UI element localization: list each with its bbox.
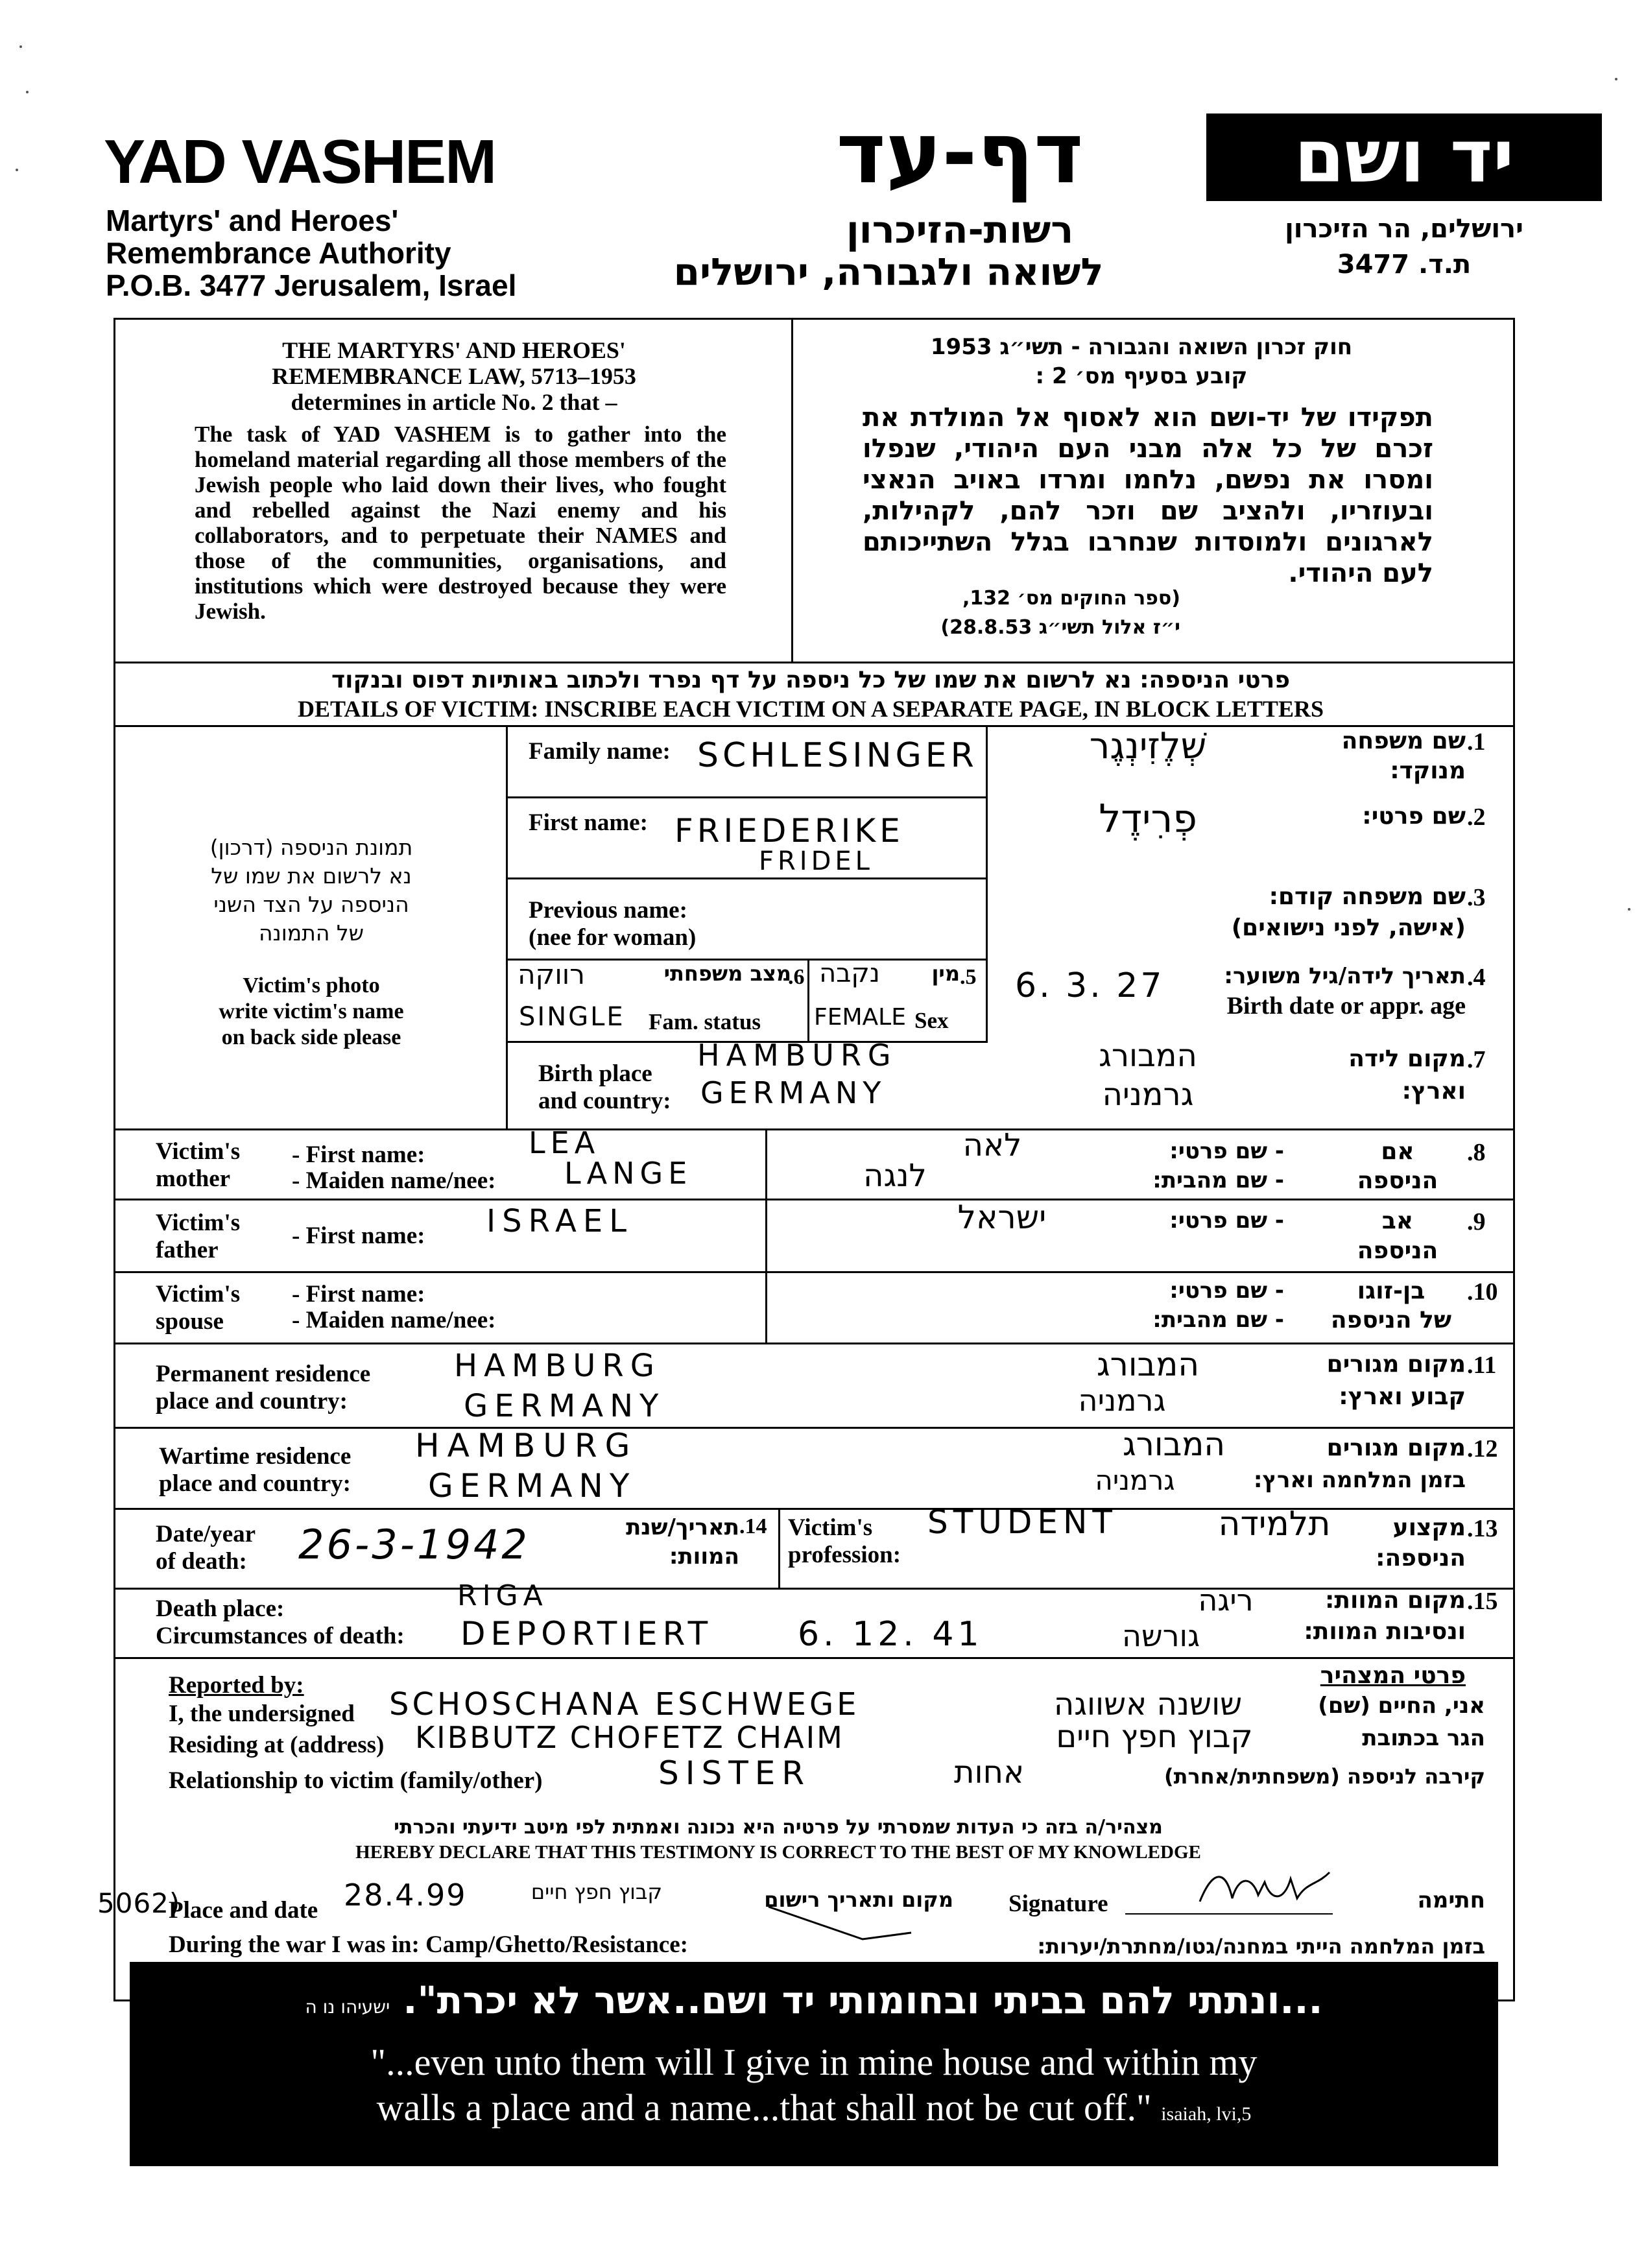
scripture-en-1: "...even unto them will I give in mine house and within my xyxy=(370,2041,1258,2083)
field-number: .5 xyxy=(960,965,977,989)
birth-place-label-2: and country: xyxy=(538,1088,671,1114)
rule xyxy=(113,725,1513,727)
sex-label-he: מין xyxy=(931,961,960,986)
form-title-he: דף-עד xyxy=(836,104,1084,202)
law-he-body: תפקידו של יד-ושם הוא לאסוף אל המולדת את זכרם של כל אלה מבני העם היהודי, שנפלו ומסרו את נפשם, נלחמו ומרדו באויב הנאצי ובעוזריו, ולהציב שם וזכר להם, לקהילות, לארגונים ולמוסדות שנחרבו בגלל השתייכותם לעם היהודי. xyxy=(863,403,1433,588)
scan-speck xyxy=(16,169,18,171)
scripture-he-text: ...ונתתי להם בביתי ובחומותי יד ושם..אשר לא יכרת". xyxy=(403,1978,1323,2022)
field-number: .7 xyxy=(1467,1046,1486,1073)
field-number: .10 xyxy=(1467,1278,1498,1306)
scan-speck xyxy=(1628,908,1630,911)
rule xyxy=(113,1657,1513,1659)
relationship-label-he: קירבה לניספה (משפחתית/אחרת) xyxy=(1163,1764,1485,1789)
death-date-label xyxy=(156,1521,256,1575)
birth-date-value: 6. 3. 27 xyxy=(1015,966,1165,1005)
org-subtitle xyxy=(106,204,516,302)
scripture-en-ref: isaiah, lvi,5 xyxy=(1161,2103,1252,2125)
photo-en-1: Victim's photo xyxy=(243,973,380,997)
law-en-title-1: THE MARTYRS' AND HEROES' xyxy=(282,337,626,363)
father-label xyxy=(156,1210,240,1264)
permanent-residence-label-2: place and country: xyxy=(156,1388,348,1415)
family-status-label: Fam. status xyxy=(649,1009,761,1034)
field-number: .12 xyxy=(1467,1435,1498,1462)
photo-he-3: הניספה על הצד השני xyxy=(213,892,409,917)
father-first-label-he: - שם פרטי: xyxy=(1169,1208,1284,1234)
scripture-banner xyxy=(130,1962,1498,2166)
previous-name-label-1: Previous name: xyxy=(529,897,687,924)
permanent-residence-label-he-2: קבוע וארץ: xyxy=(1339,1383,1466,1410)
mother-label xyxy=(156,1138,240,1193)
permanent-residence-value-he-2: גרמניה xyxy=(1078,1383,1166,1418)
scan-speck xyxy=(1615,78,1617,80)
field-number: .11 xyxy=(1467,1352,1497,1379)
rule xyxy=(113,1199,1513,1200)
scan-speck xyxy=(19,45,22,48)
undersigned-label: I, the undersigned xyxy=(169,1701,355,1727)
place-date-label: Place and date xyxy=(169,1897,318,1924)
death-place-value-he: ריגה xyxy=(1198,1582,1254,1617)
death-date-label-2: of death: xyxy=(156,1548,247,1575)
field-number: .6 xyxy=(788,965,805,989)
photo-box-he xyxy=(136,833,486,948)
instructions-he: פרטי הניספה: נא לרשום את שמו של כל ניספה על דף נפרד ולכתוב באותיות דפוס ובנקוד xyxy=(331,667,1291,693)
sex-label: Sex xyxy=(914,1008,949,1033)
death-date-label-he-2: המוות: xyxy=(669,1544,739,1570)
column-divider xyxy=(765,1128,767,1343)
field-number: .15 xyxy=(1467,1588,1498,1615)
spouse-first-label-he: - שם פרטי: xyxy=(1169,1278,1284,1304)
wartime-residence-value-2: GERMANY xyxy=(428,1467,636,1505)
family-status-label-he: מצב משפחתי xyxy=(663,961,791,986)
law-en-body: The task of YAD VASHEM is to gather into the homeland material regarding all those members of the Jewish people who laid down their lives, who fought and rebelled against the Nazi enemy and his collaborators, and to perpetuate their NAMES and those of the communities, organisations, and institutions which were destroyed because they were Jewish. xyxy=(195,422,726,624)
sex-value: FEMALE xyxy=(814,1004,906,1031)
reporter-address-he: קבוץ חפץ חיים xyxy=(1056,1719,1253,1755)
birth-place-label-he-2: וארץ: xyxy=(1401,1078,1466,1104)
first-name-value-2: FRIDEL xyxy=(759,846,874,876)
family-name-label-he-2: מנוקד: xyxy=(1390,758,1466,784)
spouse-label-a: Victim's xyxy=(156,1281,241,1307)
previous-name-label-he: שם משפחה קודם: xyxy=(1269,883,1466,910)
family-name-label-he: שם משפחה xyxy=(1341,728,1466,754)
mother-maiden-label: - Maiden name/nee: xyxy=(292,1167,496,1194)
birth-date-label-he: תאריך לידה/גיל משוער: xyxy=(1224,963,1466,989)
birth-place-label-he: מקום לידה xyxy=(1348,1045,1466,1072)
wartime-residence-label-2: place and country: xyxy=(159,1470,351,1497)
wartime-residence-label-he-2: בזמן המלחמה וארץ: xyxy=(1253,1467,1466,1493)
margin-note: 5062) xyxy=(97,1887,181,1919)
profession-label-he-1: מקצוע xyxy=(1392,1514,1466,1541)
signature-label: Signature xyxy=(1008,1891,1108,1917)
war-location-label: During the war I was in: Camp/Ghetto/Resistance: xyxy=(169,1931,688,1958)
column-divider xyxy=(778,1508,780,1588)
reporter-title-he: פרטי המצהיר xyxy=(1320,1662,1466,1689)
spouse-label xyxy=(156,1281,240,1335)
first-name-label-he: שם פרטי: xyxy=(1362,803,1466,830)
address-he-2: ת.ד. 3477 xyxy=(1337,250,1472,280)
death-date-value: 26-3-1942 xyxy=(298,1521,530,1568)
rule xyxy=(113,662,1513,663)
permanent-residence-value-he-1: המבורג xyxy=(1097,1346,1199,1383)
law-en-title-3: determines in article No. 2 that – xyxy=(291,389,617,415)
scan-speck xyxy=(26,91,29,93)
wartime-residence-value-he-1: המבורג xyxy=(1123,1426,1225,1463)
birth-place-value-he-1: המבורג xyxy=(1099,1038,1197,1074)
mother-first-value: LEA xyxy=(529,1125,601,1160)
law-divider xyxy=(791,318,793,662)
rule xyxy=(113,1271,1513,1273)
column-divider xyxy=(807,959,809,1043)
field-number: .2 xyxy=(1467,804,1486,831)
rule xyxy=(506,796,986,798)
wartime-residence-label-1: Wartime residence xyxy=(159,1443,352,1470)
sex-value-he: נקבה xyxy=(819,959,880,988)
family-status-value: SINGLE xyxy=(519,1002,625,1032)
mother-first-label-he: - שם פרטי: xyxy=(1169,1138,1284,1164)
spouse-label-he-2: של הניספה xyxy=(1330,1307,1452,1333)
rule xyxy=(113,1128,1513,1130)
spouse-maiden-label: - Maiden name/nee: xyxy=(292,1307,496,1333)
photo-en-3: on back side please xyxy=(221,1025,401,1049)
photo-divider xyxy=(506,725,508,1128)
spouse-maiden-label-he: - שם מהבית: xyxy=(1152,1307,1284,1333)
first-name-label: First name: xyxy=(529,809,648,836)
family-status-value-he: רווקה xyxy=(518,959,585,990)
spouse-first-label: - First name: xyxy=(292,1281,425,1307)
law-he-ref-1: (ספר החוקים מס׳ 132, xyxy=(962,587,1180,610)
mother-first-value-he: לאה xyxy=(962,1127,1022,1164)
residing-label: Residing at (address) xyxy=(169,1732,385,1758)
profession-value: STUDENT xyxy=(927,1503,1117,1541)
signature-label-he: חתימה xyxy=(1417,1887,1485,1913)
war-location-label-he: בזמן המלחמה הייתי במחנה/גטו/מחתרת/יערות: xyxy=(1037,1934,1485,1959)
scripture-en-2: walls a place and a name...that shall not be cut off." xyxy=(376,2086,1152,2129)
wartime-residence-label-he-1: מקום מגורים xyxy=(1326,1435,1466,1461)
law-he-title-1: חוק זכרון השואה והגבורה - תשי״ג 1953 xyxy=(930,334,1353,360)
photo-he-2: נא לרשום את שמו של xyxy=(211,863,412,889)
org-name: YAD VASHEM xyxy=(104,127,496,197)
birth-date-label: Birth date or appr. age xyxy=(1226,992,1466,1020)
place-date-label-he: מקום ותאריך רישום xyxy=(764,1887,953,1912)
father-label-he-1: אב xyxy=(1381,1208,1414,1234)
undersigned-label-he: אני, החיים (שם) xyxy=(1318,1693,1485,1719)
instructions-en: DETAILS OF VICTIM: INSCRIBE EACH VICTIM ON A SEPARATE PAGE, IN BLOCK LETTERS xyxy=(298,696,1324,722)
profession-label xyxy=(788,1514,901,1569)
law-he-title-2: קובע בסעיף מס׳ 2 : xyxy=(1035,363,1248,389)
law-he-ref-2: י״ז אלול תשי״ג 28.8.53) xyxy=(940,616,1180,639)
previous-name-label-he-2: (אישה, לפני נישואים) xyxy=(1231,914,1466,941)
photo-he-4: של התמונה xyxy=(258,920,364,946)
death-circumstances-value-he: גורשה xyxy=(1121,1618,1200,1653)
death-place-label-he-1: מקום המוות: xyxy=(1324,1587,1466,1614)
org-line-2: Remembrance Authority xyxy=(106,236,451,270)
profession-label-1: Victim's xyxy=(788,1514,873,1541)
mother-maiden-label-he: - שם מהבית: xyxy=(1152,1167,1284,1193)
spouse-label-he-1: בן-זוגו xyxy=(1357,1278,1425,1304)
death-circumstances-value: DEPORTIERT xyxy=(460,1615,713,1653)
permanent-residence-label xyxy=(156,1361,370,1415)
field-number: .9 xyxy=(1467,1208,1486,1235)
death-place-label-he-2: ונסיבות המוות: xyxy=(1304,1618,1466,1645)
yad-vashem-logo: יד ושם xyxy=(1206,113,1602,201)
mother-first-label: - First name: xyxy=(292,1141,425,1168)
previous-name-label-2: (nee for woman) xyxy=(529,924,697,951)
spouse-label-b: spouse xyxy=(156,1308,224,1335)
permanent-residence-label-1: Permanent residence xyxy=(156,1361,371,1387)
field-number: .8 xyxy=(1467,1139,1486,1166)
birth-place-label-1: Birth place xyxy=(538,1060,652,1087)
first-name-value-he: פְרִידֶל xyxy=(1099,796,1197,842)
wartime-residence-value-he-2: גרמניה xyxy=(1095,1464,1175,1496)
death-date-label-1: Date/year xyxy=(156,1521,256,1547)
permanent-residence-label-he-1: מקום מגורים xyxy=(1326,1351,1466,1378)
family-name-value-he: שְׁלֶזִינְגֶר xyxy=(1089,725,1207,767)
reporter-name-he: שושנה אשווגה xyxy=(1053,1686,1243,1723)
mother-label-b: mother xyxy=(156,1165,231,1192)
column-divider xyxy=(986,725,988,1043)
relationship-label: Relationship to victim (family/other) xyxy=(169,1767,543,1794)
photo-en-2: write victim's name xyxy=(219,999,404,1023)
death-place-label-2: Circumstances of death: xyxy=(156,1623,405,1649)
first-name-value: FRIEDERIKE xyxy=(674,812,904,850)
field-number: .3 xyxy=(1467,884,1486,911)
father-label-b: father xyxy=(156,1237,219,1263)
scripture-he-ref: ישעיהו נו ה xyxy=(305,1996,390,2018)
place-date-value-he: קבוץ חפץ חיים xyxy=(531,1880,663,1904)
scripture-en xyxy=(130,2040,1498,2137)
authority-he-1: רשות-הזיכרון xyxy=(846,208,1074,252)
org-line-3: P.O.B. 3477 Jerusalem, Israel xyxy=(106,269,517,302)
law-en-title-2: REMEMBRANCE LAW, 5713–1953 xyxy=(272,363,636,389)
permanent-residence-value-1: HAMBURG xyxy=(454,1348,661,1384)
wartime-residence-value-1: HAMBURG xyxy=(415,1427,638,1464)
field-number: .4 xyxy=(1467,964,1486,991)
reporter-relationship: SISTER xyxy=(658,1754,811,1792)
father-first-label: - First name: xyxy=(292,1223,425,1249)
scripture-he xyxy=(130,1978,1498,2022)
father-label-a: Victim's xyxy=(156,1210,241,1236)
birth-place-label xyxy=(538,1060,671,1115)
death-place-value: RIGA xyxy=(457,1579,548,1612)
field-number: .14 xyxy=(739,1514,767,1538)
field-number: .1 xyxy=(1467,728,1486,756)
birth-place-value-2: GERMANY xyxy=(700,1075,887,1110)
wartime-residence-label xyxy=(159,1443,351,1498)
org-line-1: Martyrs' and Heroes' xyxy=(106,204,399,237)
authority-he-2: לשואה ולגבורה, ירושלים xyxy=(673,250,1104,294)
reporter-relationship-he: אחות xyxy=(953,1754,1025,1791)
reporter-title: Reported by: xyxy=(169,1672,304,1699)
place-date-value: 28.4.99 xyxy=(344,1878,467,1913)
mother-label-a: Victim's xyxy=(156,1138,241,1165)
family-name-label: Family name: xyxy=(529,738,671,765)
birth-place-value-1: HAMBURG xyxy=(697,1038,898,1073)
declaration-en: HEREBY DECLARE THAT THIS TESTIMONY IS CORRECT TO THE BEST OF MY KNOWLEDGE xyxy=(355,1842,1201,1863)
death-date-label-he-1: תאריך/שנת xyxy=(626,1514,739,1540)
law-en-title xyxy=(143,337,765,415)
birth-place-value-he-2: גרמניה xyxy=(1102,1077,1194,1113)
reporter-name: SCHOSCHANA ESCHWEGE xyxy=(389,1686,860,1723)
previous-name-label xyxy=(529,897,696,951)
field-number: .13 xyxy=(1467,1515,1498,1542)
father-label-he-2: הניספה xyxy=(1357,1237,1438,1264)
rule xyxy=(113,1343,1513,1344)
mother-maiden-value: LANGE xyxy=(564,1156,693,1191)
permanent-residence-value-2: GERMANY xyxy=(464,1388,665,1424)
deportation-date-value: 6. 12. 41 xyxy=(798,1615,983,1654)
mother-label-he-2: הניספה xyxy=(1357,1167,1438,1194)
family-name-value: SCHLESINGER xyxy=(697,736,978,775)
mother-maiden-value-he: לנגה xyxy=(863,1158,927,1194)
death-place-label xyxy=(156,1595,405,1650)
rule xyxy=(113,1427,1513,1429)
reporter-address: KIBBUTZ CHOFETZ CHAIM xyxy=(415,1720,844,1755)
father-first-value: ISRAEL xyxy=(486,1203,633,1239)
profession-value-he: תלמידה xyxy=(1218,1505,1331,1544)
death-place-label-1: Death place: xyxy=(156,1595,285,1622)
father-first-value-he: ישראל xyxy=(957,1199,1047,1236)
photo-box-en xyxy=(136,973,486,1051)
photo-he-1: תמונת הניספה (דרכון) xyxy=(209,835,413,860)
mother-label-he-1: אם xyxy=(1381,1138,1414,1165)
signature-mark xyxy=(1193,1863,1336,1915)
profession-label-he-2: הניספה: xyxy=(1376,1545,1466,1571)
rule xyxy=(506,877,986,879)
residing-label-he: הגר בכתובת xyxy=(1362,1725,1485,1751)
address-he-1: ירושלים, הר הזיכרון xyxy=(1285,214,1523,244)
profession-label-2: profession: xyxy=(788,1542,901,1568)
declaration-he: מצהיר/ה בזה כי העדות שמסרתי על פרטיה היא נכונה ואמתית לפי מיטב ידיעתי והכרתי xyxy=(394,1816,1163,1839)
